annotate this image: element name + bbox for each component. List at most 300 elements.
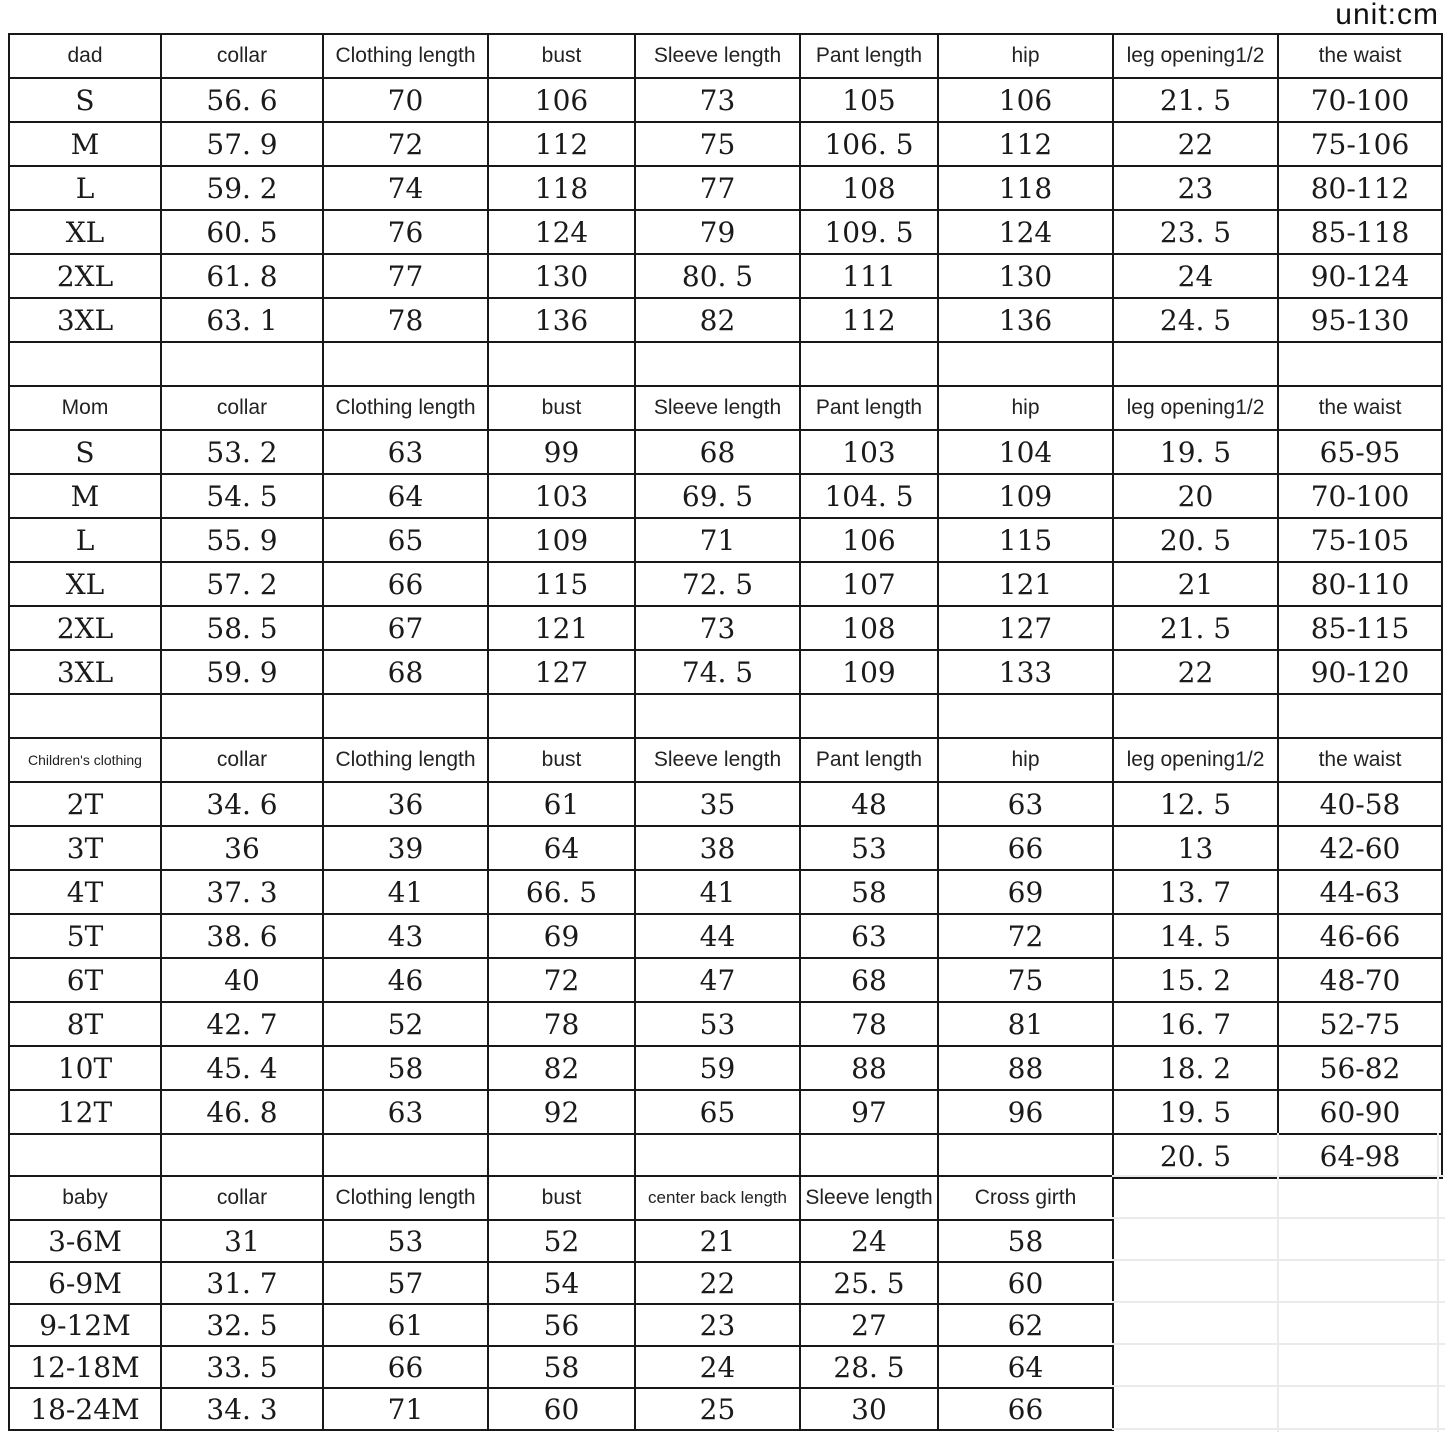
value-cell: 23. 5 [1113,210,1278,254]
value-cell: 106 [800,518,938,562]
value-cell: 19. 5 [1113,1090,1278,1134]
value-cell: 60 [938,1262,1113,1304]
value-cell: 106 [938,78,1113,122]
value-cell: 127 [488,650,635,694]
size-label-dad: XL [9,210,161,254]
value-cell: 53 [635,1002,800,1046]
value-cell: 24 [1113,254,1278,298]
value-cell: 68 [635,430,800,474]
value-cell: 75 [938,958,1113,1002]
value-cell: 70 [323,78,488,122]
value-cell: 35 [635,782,800,826]
value-cell: 22 [635,1262,800,1304]
blank-cell [9,694,161,738]
table-row [9,1176,1113,1220]
blank-cell [161,694,323,738]
size-label-baby: 12-18M [9,1346,161,1388]
value-cell: 31 [161,1220,323,1262]
blank-cell [1278,694,1442,738]
value-cell: 133 [938,650,1113,694]
value-cell: 58 [488,1346,635,1388]
value-cell: 13 [1113,826,1278,870]
value-cell: 80-110 [1278,562,1442,606]
value-cell: 82 [635,298,800,342]
value-cell: 37. 3 [161,870,323,914]
value-cell: 20 [1113,474,1278,518]
size-label-mom: S [9,430,161,474]
value-cell: 16. 7 [1113,1002,1278,1046]
value-cell: 57 [323,1262,488,1304]
value-cell: 80-112 [1278,166,1442,210]
blank-cell [635,342,800,386]
table-row [9,1262,1113,1304]
value-cell: 14. 5 [1113,914,1278,958]
value-cell: 58. 5 [161,606,323,650]
column-header: hip [938,738,1113,782]
column-header: center back length [635,1176,800,1220]
value-cell: 65-95 [1278,430,1442,474]
value-cell: 99 [488,430,635,474]
column-header: Clothing length [323,738,488,782]
value-cell: 24. 5 [1113,298,1278,342]
value-cell: 71 [323,1388,488,1430]
value-cell: 124 [488,210,635,254]
faint-gridline [1112,1217,1445,1219]
value-cell: 121 [488,606,635,650]
column-header: the waist [1278,34,1442,78]
size-label-children: 4T [9,870,161,914]
value-cell: 40 [161,958,323,1002]
blank-cell [9,1134,161,1176]
value-cell: 63 [938,782,1113,826]
value-cell: 66. 5 [488,870,635,914]
blank-cell [800,694,938,738]
size-table-main [8,33,1443,1179]
value-cell: 63 [323,1090,488,1134]
column-header: the waist [1278,738,1442,782]
value-cell: 82 [488,1046,635,1090]
column-header: Clothing length [323,34,488,78]
value-cell: 78 [800,1002,938,1046]
table-row [9,122,1442,166]
size-label-mom: 2XL [9,606,161,650]
value-cell: 64-98 [1278,1134,1442,1178]
value-cell: 121 [938,562,1113,606]
table-row [9,78,1442,122]
value-cell: 21. 5 [1113,606,1278,650]
faint-gridline [1112,1259,1445,1261]
size-label-mom: M [9,474,161,518]
value-cell: 68 [323,650,488,694]
value-cell: 60. 5 [161,210,323,254]
value-cell: 69 [938,870,1113,914]
value-cell: 53. 2 [161,430,323,474]
value-cell: 59. 9 [161,650,323,694]
value-cell: 15. 2 [1113,958,1278,1002]
size-label-children: 6T [9,958,161,1002]
value-cell: 57. 2 [161,562,323,606]
value-cell: 69 [488,914,635,958]
value-cell: 78 [323,298,488,342]
value-cell: 75 [635,122,800,166]
value-cell: 96 [938,1090,1113,1134]
table-row [9,1090,1442,1134]
table-row [9,1046,1442,1090]
value-cell: 111 [800,254,938,298]
column-header: leg opening1/2 [1113,738,1278,782]
value-cell: 60 [488,1388,635,1430]
table-row [9,298,1442,342]
value-cell: 55. 9 [161,518,323,562]
column-header: collar [161,386,323,430]
faint-gridline [1112,1343,1445,1345]
value-cell: 90-120 [1278,650,1442,694]
value-cell: 112 [800,298,938,342]
value-cell: 56. 6 [161,78,323,122]
value-cell: 90-124 [1278,254,1442,298]
table-row [9,782,1442,826]
column-header: Sleeve length [635,386,800,430]
table-row [9,914,1442,958]
value-cell: 130 [938,254,1113,298]
value-cell: 64 [323,474,488,518]
value-cell: 66 [323,562,488,606]
value-cell: 88 [800,1046,938,1090]
column-header: Pant length [800,34,938,78]
value-cell: 23 [635,1304,800,1346]
column-header: the waist [1278,386,1442,430]
value-cell: 57. 9 [161,122,323,166]
value-cell: 31. 7 [161,1262,323,1304]
value-cell: 104 [938,430,1113,474]
value-cell: 115 [488,562,635,606]
faint-gridline [1112,1301,1445,1303]
value-cell: 58 [323,1046,488,1090]
value-cell: 47 [635,958,800,1002]
table-row [9,254,1442,298]
value-cell: 30 [800,1388,938,1430]
value-cell: 61. 8 [161,254,323,298]
value-cell: 105 [800,78,938,122]
table-row [9,870,1442,914]
value-cell: 21 [1113,562,1278,606]
blank-cell [938,342,1113,386]
value-cell: 73 [635,606,800,650]
blank-cell [323,694,488,738]
table-row [9,562,1442,606]
value-cell: 109 [800,650,938,694]
value-cell: 21 [635,1220,800,1262]
value-cell: 53 [323,1220,488,1262]
section-header-mom: Mom [9,386,161,430]
value-cell: 52 [488,1220,635,1262]
value-cell: 41 [323,870,488,914]
value-cell: 85-118 [1278,210,1442,254]
value-cell: 108 [800,166,938,210]
table-row [9,518,1442,562]
blank-cell [938,694,1113,738]
value-cell: 66 [938,1388,1113,1430]
section-header-dad: dad [9,34,161,78]
value-cell: 59. 2 [161,166,323,210]
value-cell: 45. 4 [161,1046,323,1090]
size-label-children: 5T [9,914,161,958]
blank-cell [1113,342,1278,386]
size-label-baby: 6-9M [9,1262,161,1304]
table-row [9,1304,1113,1346]
value-cell: 61 [323,1304,488,1346]
size-label-children: 12T [9,1090,161,1134]
value-cell: 28. 5 [800,1346,938,1388]
size-label-baby: 3-6M [9,1220,161,1262]
table-row [9,1388,1113,1430]
value-cell: 21. 5 [1113,78,1278,122]
value-cell: 108 [800,606,938,650]
blank-cell [635,1134,800,1176]
unit-label: unit:cm [1335,0,1439,31]
column-header: hip [938,34,1113,78]
value-cell: 64 [488,826,635,870]
value-cell: 64 [938,1346,1113,1388]
blank-cell [323,1134,488,1176]
value-cell: 79 [635,210,800,254]
value-cell: 27 [800,1304,938,1346]
table-row [9,474,1442,518]
value-cell: 20. 5 [1113,1134,1278,1178]
value-cell: 103 [488,474,635,518]
value-cell: 103 [800,430,938,474]
blank-cell [488,1134,635,1176]
value-cell: 136 [488,298,635,342]
value-cell: 40-58 [1278,782,1442,826]
value-cell: 85-115 [1278,606,1442,650]
column-header: leg opening1/2 [1113,386,1278,430]
faint-gridline [1112,1175,1445,1177]
column-header: Clothing length [323,1176,488,1220]
value-cell: 115 [938,518,1113,562]
table-row [9,1002,1442,1046]
value-cell: 23 [1113,166,1278,210]
size-table-baby [8,1175,1114,1431]
size-label-baby: 9-12M [9,1304,161,1346]
table-row [9,958,1442,1002]
faint-gridline [1112,1428,1445,1430]
value-cell: 107 [800,562,938,606]
blank-cell [161,1134,323,1176]
column-header: bust [488,34,635,78]
value-cell: 109 [938,474,1113,518]
table-row [9,210,1442,254]
column-header: Clothing length [323,386,488,430]
value-cell: 20. 5 [1113,518,1278,562]
value-cell: 46 [323,958,488,1002]
value-cell: 52 [323,1002,488,1046]
value-cell: 24 [800,1220,938,1262]
value-cell: 59 [635,1046,800,1090]
table-row [9,606,1442,650]
value-cell: 38. 6 [161,914,323,958]
value-cell: 66 [938,826,1113,870]
value-cell: 46-66 [1278,914,1442,958]
size-label-mom: XL [9,562,161,606]
value-cell: 70-100 [1278,78,1442,122]
table-row [9,166,1442,210]
value-cell: 106. 5 [800,122,938,166]
value-cell: 71 [635,518,800,562]
blank-cell [1113,694,1278,738]
section-header-baby: baby [9,1176,161,1220]
table-row [9,1346,1113,1388]
table-row [9,694,1442,738]
value-cell: 53 [800,826,938,870]
column-header: Sleeve length [800,1176,938,1220]
value-cell: 63. 1 [161,298,323,342]
value-cell: 22 [1113,122,1278,166]
value-cell: 69. 5 [635,474,800,518]
table-row [9,34,1442,78]
value-cell: 32. 5 [161,1304,323,1346]
blank-cell [938,1134,1113,1176]
value-cell: 18. 2 [1113,1046,1278,1090]
value-cell: 106 [488,78,635,122]
value-cell: 109. 5 [800,210,938,254]
value-cell: 61 [488,782,635,826]
size-label-dad: M [9,122,161,166]
size-label-children: 10T [9,1046,161,1090]
size-label-dad: 2XL [9,254,161,298]
value-cell: 36 [161,826,323,870]
value-cell: 72 [323,122,488,166]
value-cell: 109 [488,518,635,562]
value-cell: 19. 5 [1113,430,1278,474]
value-cell: 62 [938,1304,1113,1346]
column-header: bust [488,1176,635,1220]
column-header: hip [938,386,1113,430]
value-cell: 63 [323,430,488,474]
value-cell: 52-75 [1278,1002,1442,1046]
blank-cell [488,342,635,386]
column-header: Pant length [800,738,938,782]
blank-cell [9,342,161,386]
value-cell: 33. 5 [161,1346,323,1388]
blank-cell [323,342,488,386]
value-cell: 112 [488,122,635,166]
column-header: Cross girth [938,1176,1113,1220]
value-cell: 34. 6 [161,782,323,826]
value-cell: 88 [938,1046,1113,1090]
column-header: collar [161,1176,323,1220]
value-cell: 136 [938,298,1113,342]
value-cell: 78 [488,1002,635,1046]
size-label-mom: L [9,518,161,562]
blank-cell [161,342,323,386]
value-cell: 80. 5 [635,254,800,298]
value-cell: 72 [488,958,635,1002]
value-cell: 67 [323,606,488,650]
value-cell: 75-106 [1278,122,1442,166]
value-cell: 63 [800,914,938,958]
value-cell: 95-130 [1278,298,1442,342]
value-cell: 118 [488,166,635,210]
value-cell: 112 [938,122,1113,166]
value-cell: 130 [488,254,635,298]
column-header: bust [488,386,635,430]
table-row [9,826,1442,870]
value-cell: 48-70 [1278,958,1442,1002]
size-label-children: 8T [9,1002,161,1046]
table-row [9,430,1442,474]
value-cell: 42-60 [1278,826,1442,870]
value-cell: 38 [635,826,800,870]
value-cell: 124 [938,210,1113,254]
value-cell: 66 [323,1346,488,1388]
value-cell: 72 [938,914,1113,958]
column-header: Sleeve length [635,34,800,78]
value-cell: 73 [635,78,800,122]
value-cell: 44 [635,914,800,958]
column-header: collar [161,738,323,782]
value-cell: 68 [800,958,938,1002]
value-cell: 118 [938,166,1113,210]
value-cell: 48 [800,782,938,826]
value-cell: 76 [323,210,488,254]
value-cell: 75-105 [1278,518,1442,562]
table-row [9,342,1442,386]
value-cell: 42. 7 [161,1002,323,1046]
blank-cell [800,342,938,386]
size-label-dad: S [9,78,161,122]
value-cell: 34. 3 [161,1388,323,1430]
value-cell: 56 [488,1304,635,1346]
value-cell: 104. 5 [800,474,938,518]
value-cell: 12. 5 [1113,782,1278,826]
value-cell: 81 [938,1002,1113,1046]
faint-gridline [1437,1133,1439,1432]
value-cell: 127 [938,606,1113,650]
blank-cell [488,694,635,738]
value-cell: 74 [323,166,488,210]
size-label-dad: L [9,166,161,210]
table-row [9,650,1442,694]
faint-gridline [1277,1133,1279,1432]
value-cell: 25. 5 [800,1262,938,1304]
section-header-children: Children's clothing [9,738,161,782]
blank-cell [1278,342,1442,386]
value-cell: 36 [323,782,488,826]
value-cell: 43 [323,914,488,958]
blank-cell [800,1134,938,1176]
table-row [9,738,1442,782]
value-cell: 54 [488,1262,635,1304]
value-cell: 58 [800,870,938,914]
column-header: leg opening1/2 [1113,34,1278,78]
value-cell: 44-63 [1278,870,1442,914]
value-cell: 54. 5 [161,474,323,518]
size-label-mom: 3XL [9,650,161,694]
value-cell: 58 [938,1220,1113,1262]
table-row [9,1220,1113,1262]
spacer-row-table [8,1133,1114,1177]
value-cell: 22 [1113,650,1278,694]
value-cell: 25 [635,1388,800,1430]
value-cell: 46. 8 [161,1090,323,1134]
column-header: Pant length [800,386,938,430]
column-header: collar [161,34,323,78]
value-cell: 70-100 [1278,474,1442,518]
table-row [9,386,1442,430]
value-cell: 74. 5 [635,650,800,694]
blank-cell [635,694,800,738]
